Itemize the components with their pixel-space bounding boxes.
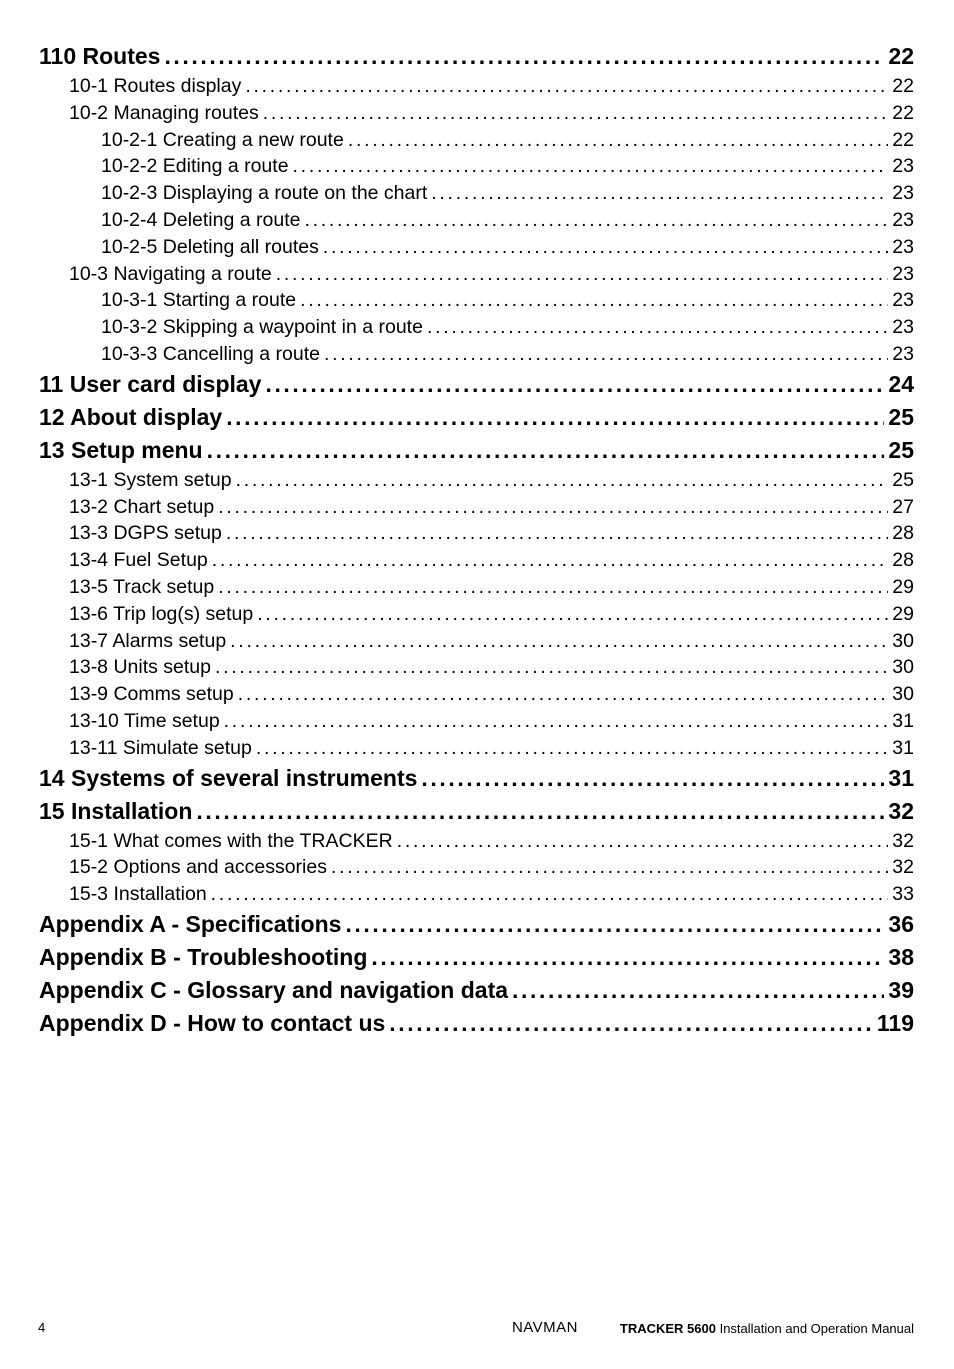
- toc-entry[interactable]: [39, 795, 914, 828]
- toc-entry-title: 15-2 Options and accessories: [69, 856, 327, 879]
- toc-entry-page-number: 22: [892, 75, 914, 97]
- toc-entry-page-number: 25: [892, 468, 914, 491]
- table-of-contents: [39, 40, 914, 1040]
- toc-entry-title: 10-3-1 Starting a route: [101, 289, 297, 312]
- toc-entry[interactable]: [39, 73, 914, 100]
- toc-entry-title: 13 Setup menu: [39, 436, 203, 463]
- toc-entry-title: 10-3-2 Skipping a waypoint in a route: [101, 316, 423, 339]
- toc-entry-page-number: 29: [892, 575, 914, 598]
- toc-entry-title: 13-9 Comms setup: [69, 683, 234, 706]
- toc-dot-leader: [196, 795, 884, 828]
- toc-entry-title: 12 About display: [39, 403, 223, 430]
- toc-entry[interactable]: [39, 341, 914, 368]
- toc-entry-page-number: 25: [888, 436, 914, 463]
- toc-entry[interactable]: [39, 762, 914, 795]
- toc-dot-leader: [304, 207, 888, 234]
- toc-dot-leader: [236, 467, 889, 494]
- toc-entry-title: 110 Routes: [39, 43, 161, 69]
- toc-entry[interactable]: [39, 234, 914, 261]
- toc-entry-page-number: 30: [892, 683, 914, 706]
- toc-dot-leader: [345, 908, 884, 941]
- toc-dot-leader: [397, 828, 889, 855]
- toc-entry[interactable]: [39, 494, 914, 521]
- toc-dot-leader: [427, 314, 888, 341]
- toc-entry-title: 13-5 Track setup: [69, 575, 215, 598]
- toc-entry-title: 14 Systems of several instruments: [39, 764, 418, 791]
- toc-entry[interactable]: [39, 401, 914, 434]
- toc-entry-page-number: 32: [888, 797, 914, 824]
- toc-entry-page-number: 23: [892, 155, 914, 178]
- toc-dot-leader: [207, 434, 885, 467]
- footer-brand-logo: NAVMAN: [511, 1319, 578, 1336]
- toc-entry[interactable]: [39, 941, 914, 974]
- toc-entry-page-number: 31: [888, 764, 914, 791]
- toc-entry[interactable]: [39, 127, 914, 154]
- toc-entry[interactable]: [39, 628, 914, 655]
- toc-entry[interactable]: [39, 908, 914, 941]
- toc-dot-leader: [257, 601, 888, 628]
- toc-dot-leader: [512, 974, 884, 1007]
- toc-entry[interactable]: [39, 547, 914, 574]
- toc-entry-page-number: 32: [892, 856, 914, 879]
- toc-entry-title: 13-10 Time setup: [69, 709, 220, 732]
- toc-entry-title: 10-2-4 Deleting a route: [101, 208, 301, 231]
- toc-dot-leader: [226, 520, 888, 547]
- toc-entry-title: Appendix C - Glossary and navigation data: [39, 976, 509, 1003]
- toc-dot-leader: [276, 261, 889, 288]
- toc-entry[interactable]: [39, 40, 914, 73]
- toc-entry-page-number: 25: [888, 403, 914, 430]
- toc-dot-leader: [256, 735, 888, 762]
- toc-entry[interactable]: [39, 681, 914, 708]
- toc-dot-leader: [230, 628, 888, 655]
- toc-entry-title: 13-4 Fuel Setup: [69, 549, 208, 572]
- toc-dot-leader: [211, 881, 889, 908]
- footer-product-name: TRACKER 5600: [619, 1321, 716, 1336]
- toc-entry-title: 13-2 Chart setup: [69, 495, 215, 518]
- toc-entry-page-number: 29: [892, 602, 914, 625]
- toc-entry-page-number: 30: [892, 656, 914, 679]
- toc-entry-page-number: 28: [892, 522, 914, 545]
- toc-entry[interactable]: [39, 828, 914, 855]
- toc-entry-title: 10-2-2 Editing a route: [101, 155, 289, 178]
- toc-dot-leader: [226, 401, 884, 434]
- toc-entry-title: 15-3 Installation: [69, 883, 207, 906]
- toc-entry-page-number: 24: [888, 370, 914, 397]
- toc-entry-title: 10-1 Routes display: [69, 75, 242, 97]
- toc-entry-page-number: 27: [892, 495, 914, 518]
- toc-entry[interactable]: [39, 100, 914, 127]
- toc-entry-title: Appendix A - Specifications: [39, 910, 342, 937]
- page-footer: [38, 1318, 914, 1340]
- toc-dot-leader: [263, 100, 889, 127]
- toc-dot-leader: [431, 180, 888, 207]
- toc-entry-title: 13-11 Simulate setup: [69, 736, 252, 759]
- toc-entry-page-number: 36: [888, 910, 914, 937]
- toc-entry-page-number: 23: [892, 342, 914, 365]
- toc-dot-leader: [238, 681, 889, 708]
- toc-dot-leader: [300, 287, 888, 314]
- toc-entry[interactable]: [39, 574, 914, 601]
- footer-manual-title: Installation and Operation Manual: [719, 1321, 914, 1336]
- toc-entry[interactable]: [39, 261, 914, 288]
- toc-dot-leader: [245, 73, 888, 100]
- toc-dot-leader: [331, 854, 888, 881]
- toc-entry[interactable]: [39, 1007, 914, 1040]
- toc-entry-title: 10-2-1 Creating a new route: [101, 128, 344, 151]
- footer-page-number: 4: [38, 1320, 46, 1335]
- toc-dot-leader: [323, 234, 888, 261]
- toc-entry-page-number: 38: [888, 943, 914, 970]
- footer-document-title: [620, 1321, 914, 1336]
- toc-dot-leader: [212, 547, 889, 574]
- toc-entry-page-number: 22: [892, 128, 914, 151]
- toc-entry[interactable]: [39, 434, 914, 467]
- toc-entry-page-number: 119: [876, 1009, 914, 1036]
- toc-dot-leader: [324, 341, 888, 368]
- toc-entry-page-number: 30: [892, 629, 914, 652]
- toc-entry-title: 11 User card display: [39, 370, 262, 397]
- toc-entry[interactable]: [39, 287, 914, 314]
- toc-entry-page-number: 23: [892, 262, 914, 285]
- toc-entry-title: Appendix B - Troubleshooting: [39, 943, 368, 970]
- toc-entry-page-number: 23: [892, 316, 914, 339]
- toc-entry-title: 13-7 Alarms setup: [69, 629, 227, 652]
- toc-entry-page-number: 23: [892, 208, 914, 231]
- toc-entry-title: 10-3 Navigating a route: [69, 262, 272, 285]
- toc-entry-title: 15 Installation: [39, 797, 193, 824]
- toc-entry-page-number: 23: [892, 235, 914, 258]
- toc-entry-page-number: 31: [892, 709, 914, 732]
- toc-dot-leader: [348, 127, 888, 154]
- toc-entry[interactable]: [39, 854, 914, 881]
- toc-entry-page-number: 23: [892, 289, 914, 312]
- toc-entry-page-number: 28: [892, 549, 914, 572]
- toc-entry-title: 10-2 Managing routes: [69, 101, 259, 124]
- toc-entry[interactable]: [39, 974, 914, 1007]
- toc-entry-page-number: 23: [892, 182, 914, 205]
- toc-entry[interactable]: [39, 180, 914, 207]
- toc-entry[interactable]: [39, 881, 914, 908]
- toc-entry[interactable]: [39, 314, 914, 341]
- toc-entry-title: 13-1 System setup: [69, 468, 232, 491]
- toc-entry-title: 13-8 Units setup: [69, 656, 211, 679]
- toc-dot-leader: [265, 368, 884, 401]
- toc-dot-leader: [164, 40, 884, 73]
- toc-dot-leader: [224, 708, 889, 735]
- toc-entry-page-number: 22: [888, 43, 914, 69]
- toc-entry-title: Appendix D - How to contact us: [39, 1009, 386, 1036]
- toc-dot-leader: [389, 1007, 873, 1040]
- toc-entry[interactable]: [39, 207, 914, 234]
- toc-entry[interactable]: [39, 368, 914, 401]
- toc-entry-title: 13-3 DGPS setup: [69, 522, 222, 545]
- toc-entry-page-number: 31: [892, 736, 914, 759]
- toc-entry-page-number: 33: [892, 883, 914, 906]
- toc-dot-leader: [421, 762, 884, 795]
- toc-entry-title: 15-1 What comes with the TRACKER: [69, 829, 393, 852]
- toc-entry-page-number: 32: [892, 829, 914, 852]
- toc-entry[interactable]: [39, 601, 914, 628]
- toc-entry[interactable]: [39, 520, 914, 547]
- toc-dot-leader: [218, 574, 888, 601]
- toc-entry[interactable]: [39, 153, 914, 180]
- toc-entry[interactable]: [39, 467, 914, 494]
- toc-entry[interactable]: [39, 735, 914, 762]
- toc-entry[interactable]: [39, 708, 914, 735]
- toc-dot-leader: [371, 941, 884, 974]
- toc-dot-leader: [293, 153, 889, 180]
- toc-dot-leader: [218, 494, 888, 521]
- toc-entry-title: 10-3-3 Cancelling a route: [101, 342, 320, 365]
- toc-entry-title: 10-2-5 Deleting all routes: [101, 235, 319, 258]
- toc-entry-title: 10-2-3 Displaying a route on the chart: [101, 182, 428, 205]
- toc-entry-title: 13-6 Trip log(s) setup: [69, 602, 254, 625]
- toc-entry-page-number: 22: [892, 101, 914, 124]
- toc-entry[interactable]: [39, 654, 914, 681]
- toc-entry-page-number: 39: [888, 976, 914, 1003]
- toc-dot-leader: [215, 654, 888, 681]
